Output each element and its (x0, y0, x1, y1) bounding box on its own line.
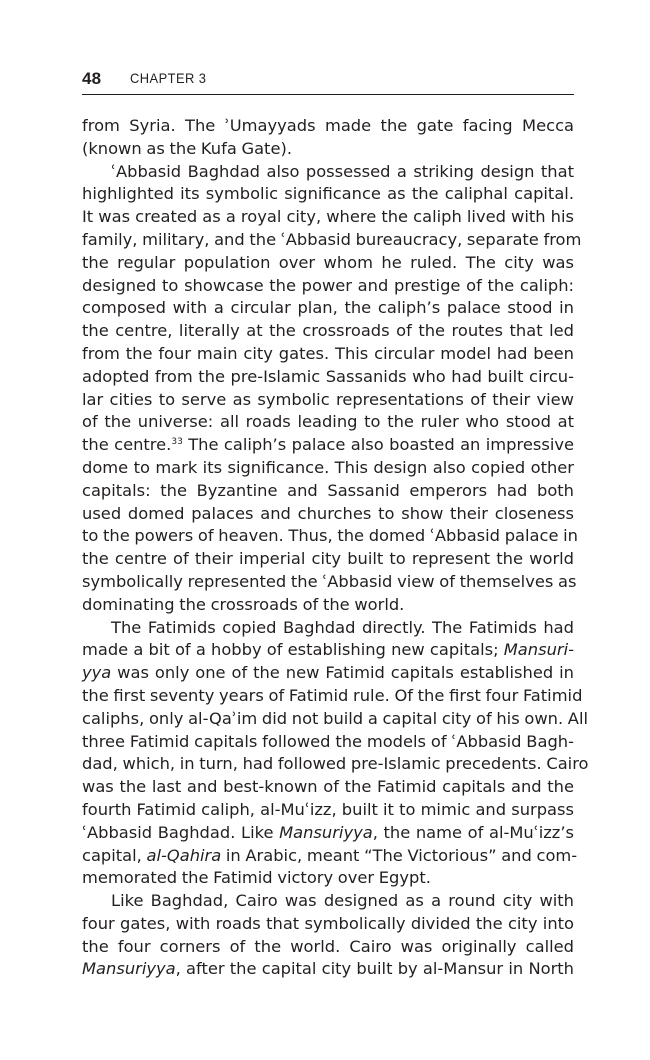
text-line (82, 958, 574, 981)
text-line (82, 571, 577, 594)
text-line (82, 434, 574, 457)
text-run: the centre of their imperial city built to represent the world (82, 549, 574, 569)
text-line (82, 252, 574, 275)
text-run: fourth Fatimid caliph, al-Muʿizz, built it to mimic and surpass (82, 799, 574, 819)
text-run: (known as the Kufa Gate). (82, 138, 292, 158)
text-run: dad, which, in turn, had followed pre-Islamic precedents. Cairo (82, 754, 589, 774)
text-run: ʿAbbasid Baghdad. Like (82, 822, 280, 842)
text-run: , after the capital city built by al-Mansur in North (175, 959, 574, 979)
text-run: capitals: the Byzantine and Sassanid emperors had both (82, 480, 574, 500)
text-run: capital, (82, 845, 147, 865)
text-run: highlighted its symbolic significance as the caliphal capital. (82, 184, 574, 204)
italic-term: Mansuriyya (279, 822, 373, 842)
text-line (82, 343, 574, 366)
text-line (82, 548, 574, 571)
text-line (82, 936, 574, 959)
page-number: 48 (82, 69, 102, 88)
text-run: designed to showcase the power and prestige of the caliph: (82, 275, 574, 295)
text-line (82, 389, 574, 412)
text-line (82, 525, 578, 548)
text-line (82, 297, 574, 320)
text-line (82, 161, 574, 184)
text-run: family, military, and the ʿAbbasid bureaucracy, separate from (82, 229, 582, 249)
text-run: composed with a circular plan, the caliph’s palace stood in (82, 298, 574, 318)
text-run: in Arabic, meant “The Victorious” and com- (221, 845, 578, 865)
text-run: dome to mark its significance. This design also copied other (82, 457, 574, 477)
running-head (82, 66, 574, 95)
text-run: The caliph’s palace also boasted an impressive (182, 435, 574, 455)
chapter-label: CHAPTER 3 (130, 70, 207, 86)
text-line (82, 320, 574, 343)
text-run: memorated the Fatimid victory over Egypt. (82, 868, 431, 888)
text-line (82, 366, 574, 389)
text-run: The Fatimids copied Baghdad directly. The Fatimids had (111, 617, 574, 637)
text-line (82, 913, 574, 936)
text-line (82, 845, 578, 868)
text-run: It was created as a royal city, where the caliph lived with his (82, 207, 574, 227)
text-run: lar cities to serve as symbolic representations of their view (82, 389, 574, 409)
italic-term: Mansuri- (503, 640, 574, 660)
text-run: to the powers of heaven. Thus, the domed ʿAbbasid palace in (82, 526, 578, 546)
text-line (82, 411, 574, 434)
italic-term: Mansuriyya (82, 959, 176, 979)
text-run: the centre, literally at the crossroads of the routes that led (82, 321, 574, 341)
text-line (82, 503, 574, 526)
body-text (82, 115, 589, 981)
footnote-ref: 33 (171, 437, 183, 448)
italic-term: yya (82, 663, 112, 683)
text-line (82, 639, 574, 662)
text-line (82, 799, 574, 822)
text-run: used domed palaces and churches to show their closeness (82, 503, 574, 523)
text-run: the centre. (82, 435, 172, 455)
text-run: symbolically represented the ʿAbbasid view of themselves as (82, 571, 577, 591)
text-run: from the four main city gates. This circular model had been (82, 343, 574, 363)
text-line (82, 183, 574, 206)
text-line (82, 275, 574, 298)
text-line (82, 753, 589, 776)
text-line (82, 206, 574, 229)
text-run: four gates, with roads that symbolically divided the city into (82, 913, 574, 933)
text-run: Like Baghdad, Cairo was designed as a round city with (111, 891, 574, 911)
text-run: the first seventy years of Fatimid rule. Of the first four Fatimid (82, 685, 583, 705)
text-line (82, 708, 588, 731)
text-run: from Syria. The ʾUmayyads made the gate facing Mecca (82, 116, 574, 135)
text-line (82, 617, 574, 640)
text-run: , the name of al-Muʿizz’s (372, 822, 574, 842)
text-run: made a bit of a hobby of establishing new capitals; (82, 640, 504, 660)
text-line (82, 594, 574, 617)
text-line (82, 776, 574, 799)
text-run: the four corners of the world. Cairo was originally called (82, 936, 574, 956)
italic-term: al-Qahira (146, 845, 222, 865)
text-line (82, 138, 574, 161)
text-line (82, 867, 574, 890)
text-line (82, 731, 574, 754)
text-run: caliphs, only al-Qaʾim did not build a capital city of his own. All (82, 708, 588, 728)
text-line (82, 822, 574, 845)
text-run: was only one of the new Fatimid capitals established in (111, 663, 574, 683)
text-run: ʿAbbasid Baghdad also possessed a striking design that (111, 161, 574, 181)
text-line (82, 662, 574, 685)
text-run: adopted from the pre-Islamic Sassanids who had built circu- (82, 366, 574, 386)
text-run: of the universe: all roads leading to the ruler who stood at (82, 412, 574, 432)
text-line (82, 115, 574, 138)
text-line (82, 480, 574, 503)
text-line (82, 457, 574, 480)
text-line (82, 229, 582, 252)
text-run: the regular population over whom he ruled. The city was (82, 252, 574, 272)
text-line (82, 685, 583, 708)
text-run: was the last and best-known of the Fatimid capitals and the (82, 777, 574, 797)
text-run: dominating the crossroads of the world. (82, 594, 405, 614)
text-run: three Fatimid capitals followed the models of ʿAbbasid Bagh- (82, 731, 574, 751)
text-line (82, 890, 574, 913)
